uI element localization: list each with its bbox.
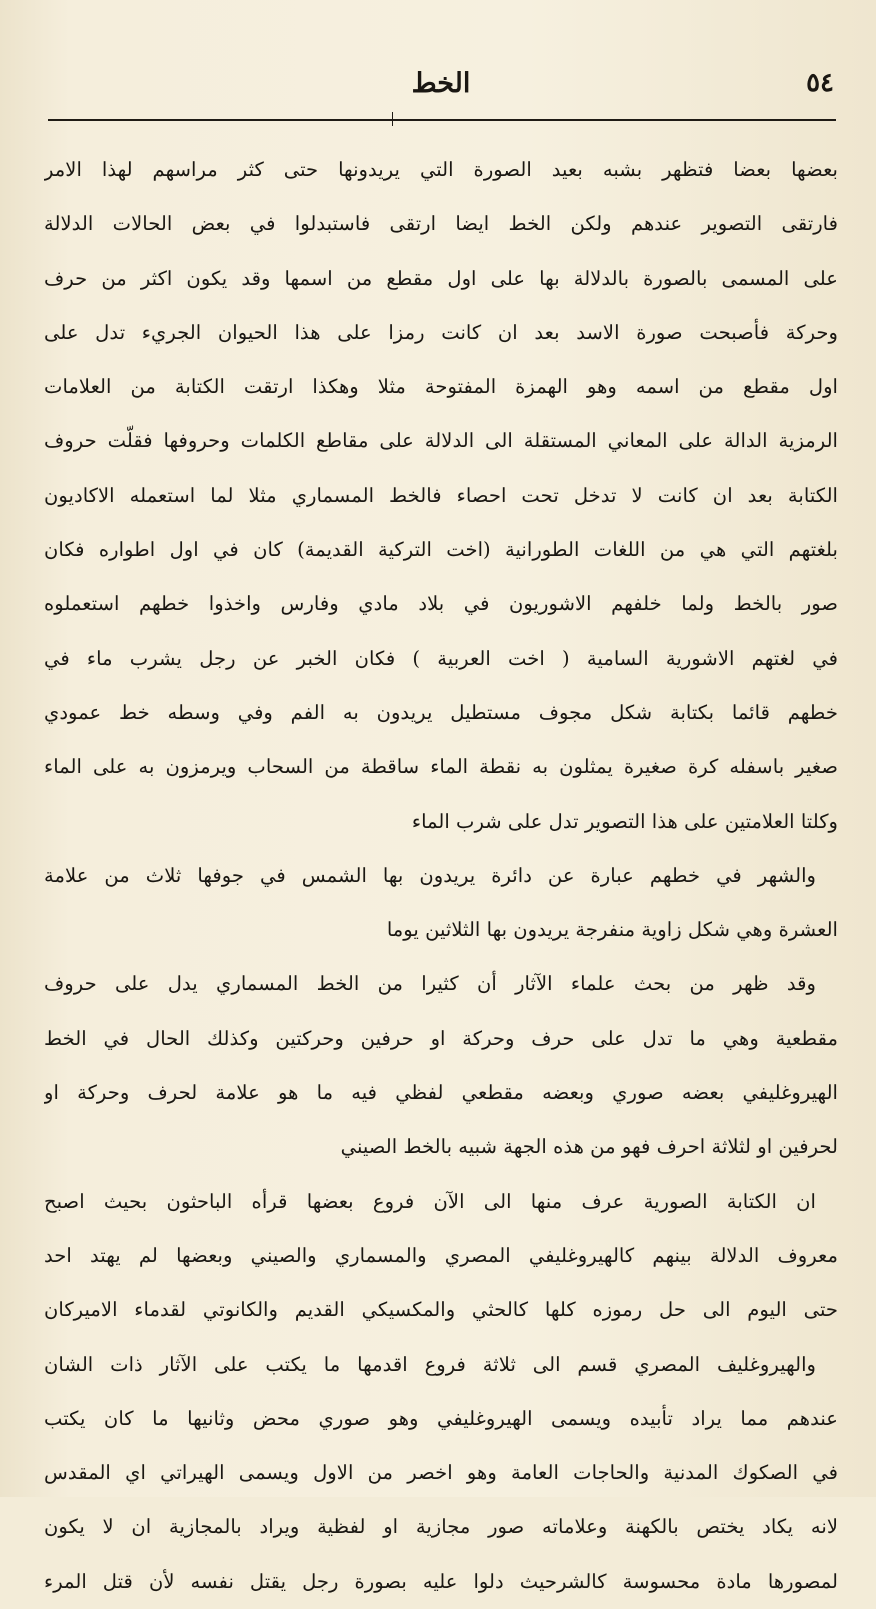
text-line: لانه يكاد يختص بالكهنة وعلاماته صور مجازية او لفظية ويراد بالمجازية ان لا يكون [44,1515,838,1539]
text-line: الهيروغليفي بعضه صوري وبعضه مقطعي لفظي فيه ما هو علامة لحرف وحركة او [44,1081,838,1105]
text-line: في الصكوك المدنية والحاجات العامة وهو اخصر من الاول ويسمى الهيراتي اي المقدس [44,1461,838,1485]
page-header [48,66,834,112]
text-line: اول مقطع من اسمه وهو الهمزة المفتوحة مثلا وهكذا ارتقت الكتابة من العلامات [44,375,838,399]
header-rule-tick [392,112,393,126]
running-title: الخط [411,68,471,99]
text-line: مقطعية وهي ما تدل على حرف وحركة او حرفين وحركتين وكذلك الحال في الخط [44,1026,838,1050]
text-line: على المسمى بالصورة بالدلالة بها على اول مقطع من اسمها وقد يكون اكثر من حرف [44,266,838,290]
text-line: خطهم قائما بكتابة شكل مجوف مستطيل يريدون به الفم وفي وسطه خط عمودي [44,700,838,724]
text-line: معروف الدلالة بينهم كالهيروغليفي المصري والمسماري والصيني وبعضها لم يهتد احد [44,1243,838,1267]
text-line: فارتقى التصوير عندهم ولكن الخط ايضا ارتقى فاستبدلوا في بعض الحالات الدلالة [44,212,838,236]
paragraph-start-line: وقد ظهر من بحث علماء الآثار أن كثيرا من الخط المسماري يدل على حروف [44,972,816,996]
paragraph-start-line: والهيروغليف المصري قسم الى ثلاثة فروع اقدمها ما يكتب على الآثار ذات الشان [44,1352,816,1376]
paragraph-end-line: وكلتا العلامتين على هذا التصوير تدل على شرب الماء [411,809,838,833]
text-line: بعضها بعضا فتظهر بشبه بعيد الصورة التي يريدونها حتى كثر مراسهم لهذا الامر [44,158,838,181]
text-line: صور بالخط ولما خلفهم الاشوريون في بلاد مادي وفارس واخذوا خطهم استعملوه [44,592,838,616]
paragraph-end-line: العشرة وهي شكل زاوية منفرجة يريدون بها الثلاثين يوما [386,918,838,942]
text-line: في لغتهم الاشورية السامية ( اخت العربية ) فكان الخبر عن رجل يشرب ماء في [44,646,838,670]
text-line: وحركة فأصبحت صورة الاسد بعد ان كانت رمزا على هذا الحيوان الجريء تدل على [44,320,838,344]
text-line: بلغتهم التي هي من اللغات الطورانية (اخت التركية القديمة) كان في اول اطواره فكان [44,538,838,562]
paragraph-start-line: والشهر في خطهم عبارة عن دائرة يريدون بها الشمس في جوفها ثلاث من علامة [44,863,816,887]
paragraph-start-line: ان الكتابة الصورية عرف منها الى الآن فروع بعضها قرأه الباحثون بحيث اصبح [44,1189,816,1213]
text-line: الرمزية الدالة على المعاني المستقلة الى الدلالة على مقاطع الكلمات وحروفها فقلّت حروف [44,429,838,453]
text-line: الكتابة بعد ان كانت لا تدخل تحت احصاء فالخط المسماري مثلا لما استعمله الاكاديون [44,483,838,507]
page-number: ٥٤ [806,68,834,98]
text-line: لمصورها مادة محسوسة كالشرحيث دلوا عليه بصورة رجل يقتل نفسه لأن قتل المرء [44,1569,838,1593]
paragraph-end-line: لحرفين او لثلاثة احرف فهو من هذه الجهة شبيه بالخط الصيني [340,1135,838,1159]
body-text [44,143,838,1609]
text-line: صغير باسفله كرة صغيرة يمثلون به نقطة الماء ساقطة من السحاب ويرمزون به على الماء [44,755,838,779]
text-line: حتى اليوم الى حل رموزه كلها كالحثي والمكسيكي القديم والكانوتي لقدماء الاميركان [44,1298,838,1322]
header-rule [48,119,836,121]
text-line: عندهم مما يراد تأبيده ويسمى الهيروغليفي وهو صوري محض وثانيها ما كان يكتب [44,1406,838,1430]
